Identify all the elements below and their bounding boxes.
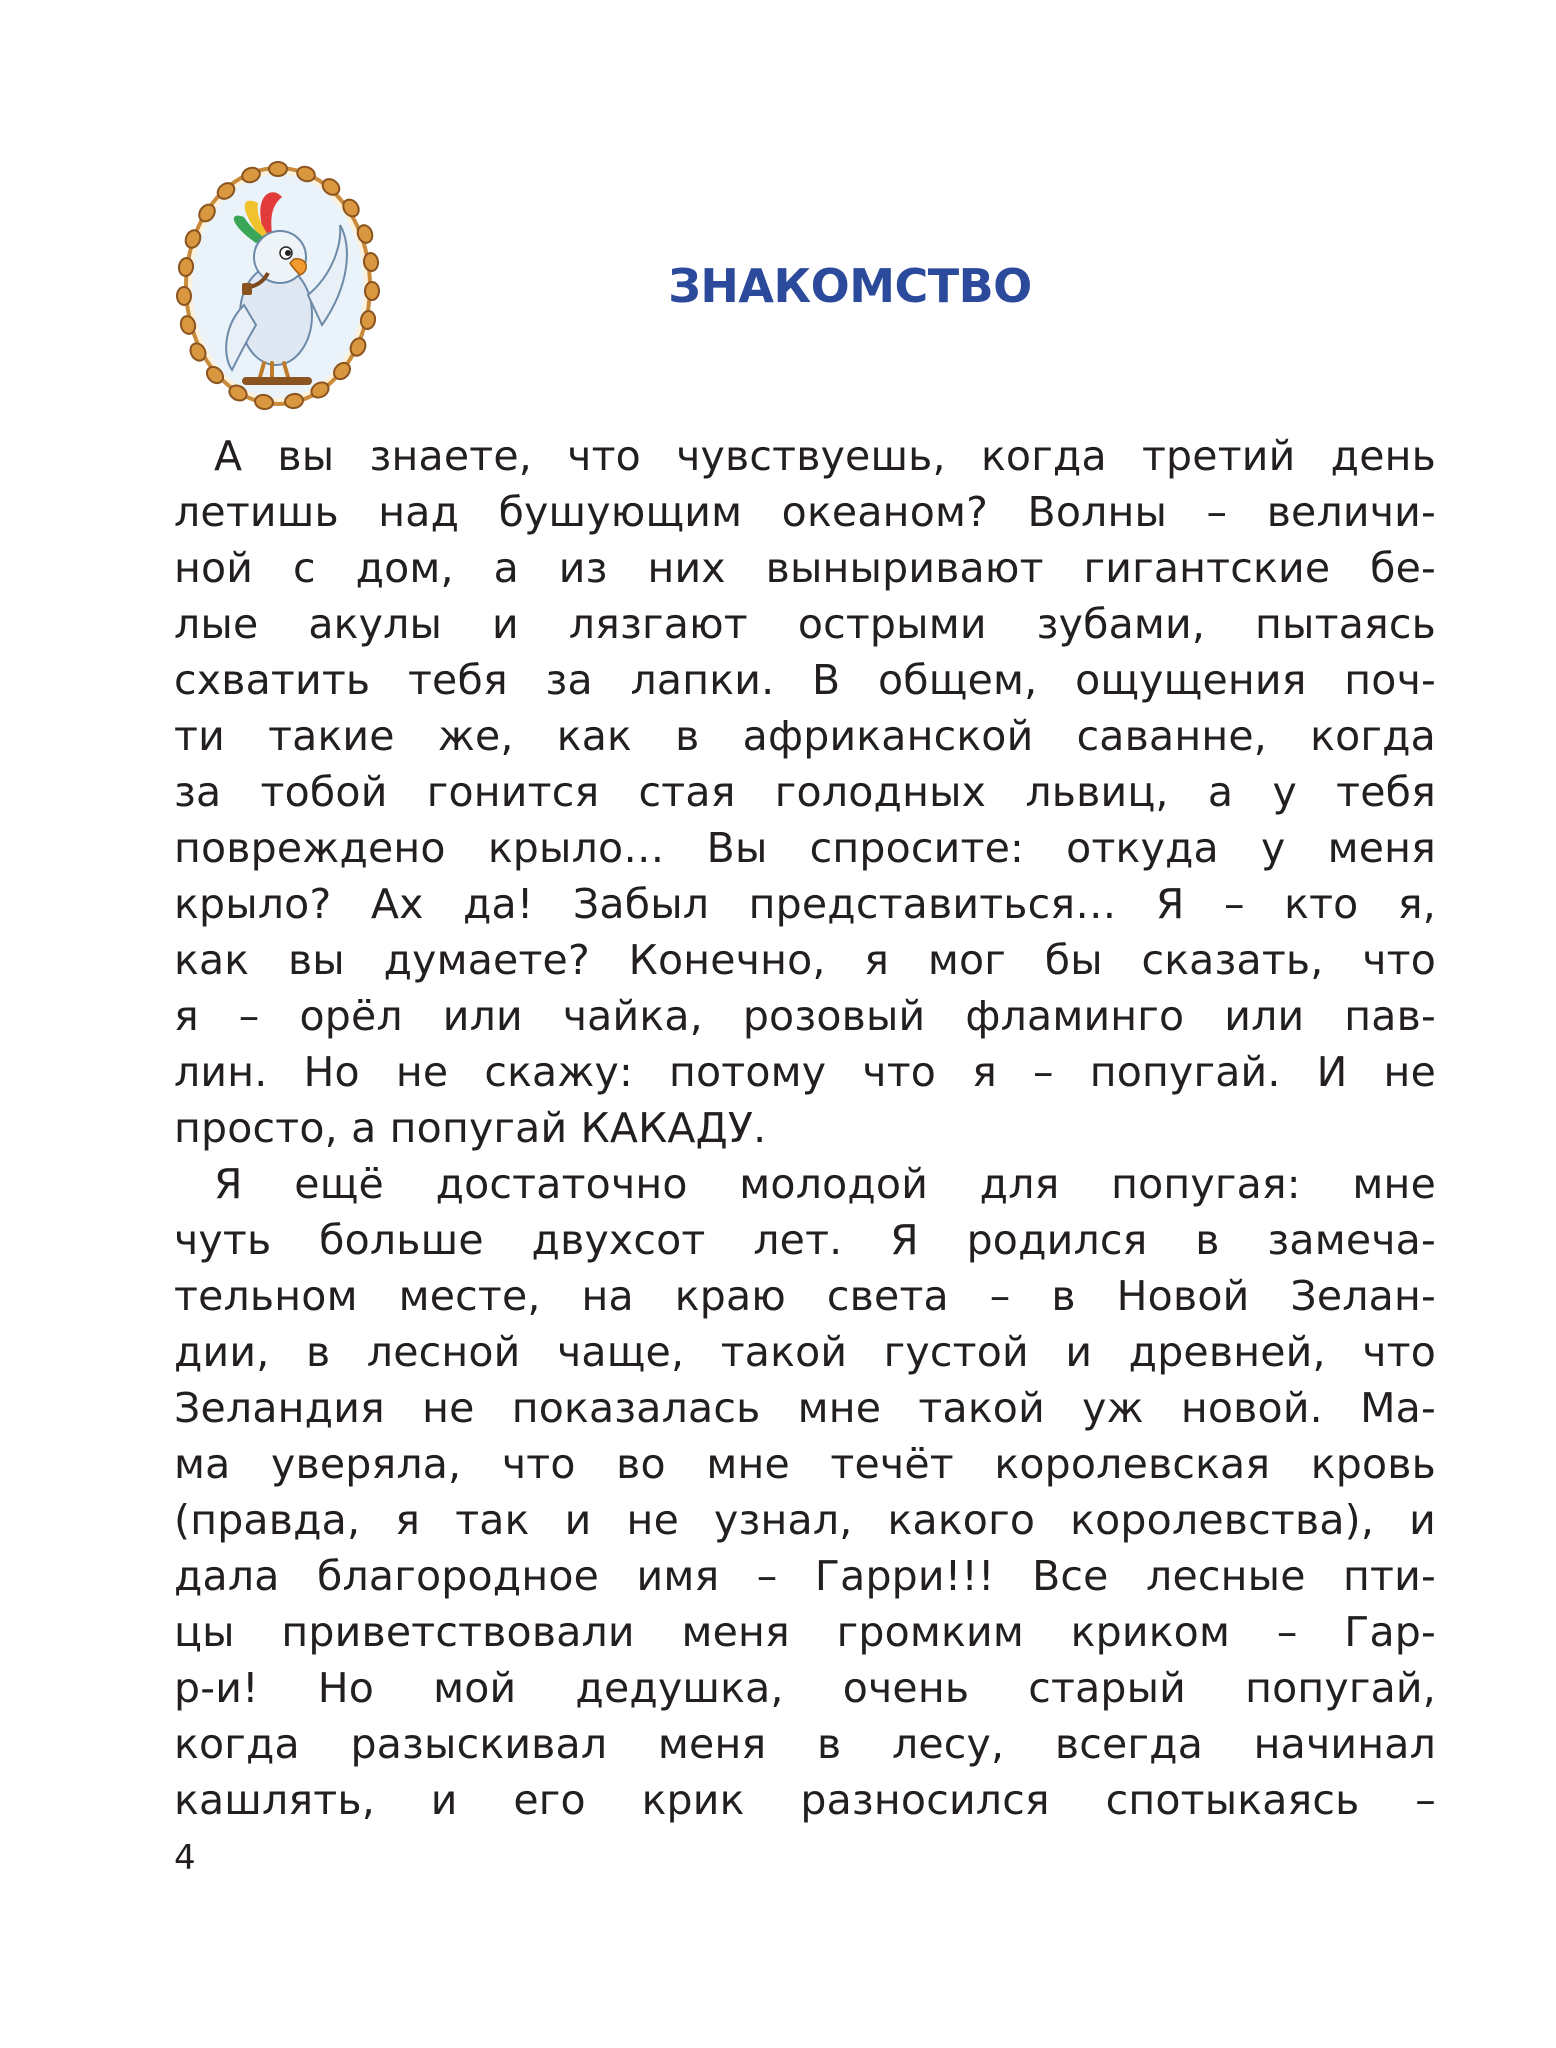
text-line: летишь над бушующим океаном? Волны – величи- bbox=[174, 488, 1436, 536]
text-line: цы приветствовали меня громким криком – Гар- bbox=[174, 1608, 1436, 1656]
text-line: я – орёл или чайка, розовый фламинго или пав- bbox=[174, 992, 1436, 1040]
text-line: когда разыскивал меня в лесу, всегда начинал bbox=[174, 1720, 1436, 1768]
paragraph-2 bbox=[174, 1156, 1436, 1828]
text-line: Зеландия не показалась мне такой уж новой. Ма- bbox=[174, 1384, 1436, 1432]
text-line: кашлять, и его крик разносился спотыкаясь – bbox=[174, 1776, 1436, 1824]
text-line: крыло? Ах да! Забыл представиться… Я – кто я, bbox=[174, 880, 1436, 928]
text-line: ной с дом, а из них выныривают гигантские бе- bbox=[174, 544, 1436, 592]
text-line: (правда, я так и не узнал, какого королевства), и bbox=[174, 1496, 1436, 1544]
page-number: 4 bbox=[174, 1838, 196, 1878]
text-line: лые акулы и лязгают острыми зубами, пытаясь bbox=[174, 600, 1436, 648]
cockatoo-emblem-icon bbox=[172, 155, 384, 417]
text-line: р-и! Но мой дедушка, очень старый попугай, bbox=[174, 1664, 1436, 1712]
text-line: чуть больше двухсот лет. Я родился в замеча- bbox=[174, 1216, 1436, 1264]
paragraph-1 bbox=[174, 428, 1436, 1156]
text-line: Я ещё достаточно молодой для попугая: мне bbox=[214, 1160, 1436, 1208]
text-line: лин. Но не скажу: потому что я – попугай. И не bbox=[174, 1048, 1436, 1096]
text-line: дала благородное имя – Гарри!!! Все лесные пти- bbox=[174, 1552, 1436, 1600]
text-line: ма уверяла, что во мне течёт королевская кровь bbox=[174, 1440, 1436, 1488]
text-line: ти такие же, как в африканской саванне, когда bbox=[174, 712, 1436, 760]
text-line: А вы знаете, что чувствуешь, когда третий день bbox=[214, 432, 1436, 480]
text-line: дии, в лесной чаще, такой густой и древней, что bbox=[174, 1328, 1436, 1376]
text-line: схватить тебя за лапки. В общем, ощущения поч- bbox=[174, 656, 1436, 704]
text-line: просто, а попугай КАКАДУ. bbox=[174, 1104, 767, 1152]
chapter-title: ЗНАКОМСТВО bbox=[668, 259, 1032, 313]
text-line: тельном месте, на краю света – в Новой Зелан- bbox=[174, 1272, 1436, 1320]
text-line: за тобой гонится стая голодных львиц, а у тебя bbox=[174, 768, 1436, 816]
text-line: повреждено крыло… Вы спросите: откуда у меня bbox=[174, 824, 1436, 872]
body-text bbox=[174, 428, 1436, 1828]
text-line: как вы думаете? Конечно, я мог бы сказать, что bbox=[174, 936, 1436, 984]
